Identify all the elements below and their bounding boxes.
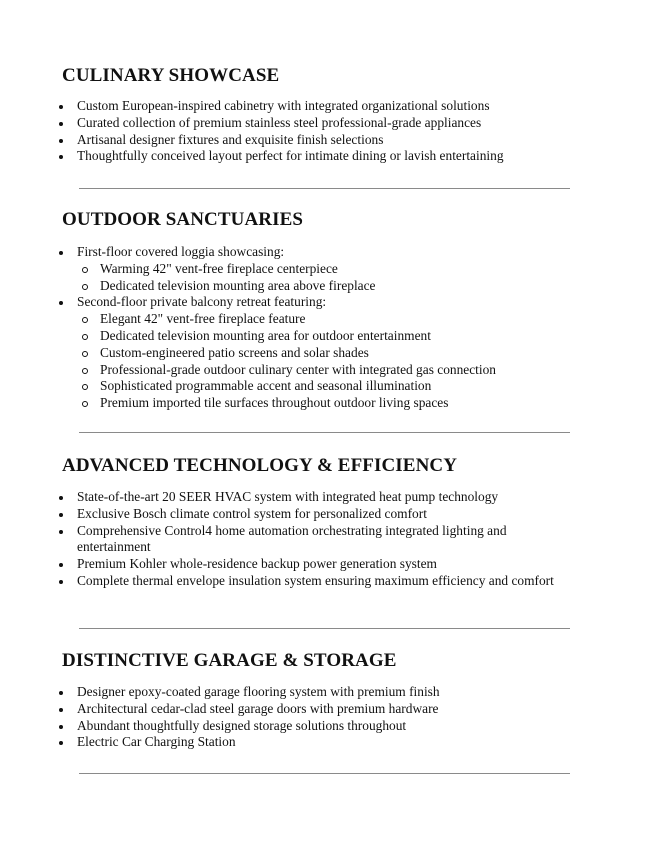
list-item: Architectural cedar-clad steel garage doors with premium hardware [62, 701, 582, 718]
list-item-label: Second-floor private balcony retreat featuring: [77, 294, 327, 310]
sub-list-item: Premium imported tile surfaces throughout outdoor living spaces [77, 395, 582, 412]
list-item: Exclusive Bosch climate control system for personalized comfort [62, 506, 582, 523]
section-culinary-showcase [62, 64, 582, 165]
section-outdoor-sanctuaries [62, 208, 582, 412]
list-item: Artisanal designer fixtures and exquisite finish selections [62, 132, 582, 149]
list-item: Premium Kohler whole-residence backup power generation system [62, 556, 582, 573]
list-item: Designer epoxy-coated garage flooring system with premium finish [62, 684, 582, 701]
section-heading: OUTDOOR SANCTUARIES [62, 209, 304, 230]
section-heading: DISTINCTIVE GARAGE & STORAGE [62, 650, 397, 671]
sub-list-item: Sophisticated programmable accent and seasonal illumination [77, 378, 582, 395]
list-item-label: First-floor covered loggia showcasing: [77, 244, 285, 259]
list-item [62, 294, 582, 412]
bullet-list [62, 684, 582, 751]
sub-list-item: Custom-engineered patio screens and solar shades [77, 345, 582, 362]
sub-list-item: Dedicated television mounting area above fireplace [77, 278, 582, 295]
list-item: Thoughtfully conceived layout perfect for intimate dining or lavish entertaining [62, 148, 582, 165]
section-garage-storage [62, 649, 582, 751]
list-item: Comprehensive Control4 home automation orchestrating integrated lighting and entertainment [62, 523, 582, 557]
list-item: Complete thermal envelope insulation system ensuring maximum efficiency and comfort [62, 573, 582, 590]
list-item: Curated collection of premium stainless steel professional-grade appliances [62, 115, 582, 132]
sub-bullet-list [77, 311, 582, 412]
sub-list-item: Dedicated television mounting area for outdoor entertainment [77, 328, 582, 345]
section-divider [79, 628, 570, 629]
section-heading: CULINARY SHOWCASE [62, 65, 280, 86]
bullet-list [62, 244, 582, 412]
sub-list-item: Warming 42" vent-free fireplace centerpiece [77, 261, 582, 278]
section-divider [79, 188, 570, 189]
sub-list-item: Professional-grade outdoor culinary center with integrated gas connection [77, 362, 582, 379]
list-item [62, 244, 582, 294]
bullet-list [62, 98, 582, 165]
list-item: Electric Car Charging Station [62, 734, 582, 751]
bullet-list [62, 489, 582, 590]
list-item: State-of-the-art 20 SEER HVAC system with integrated heat pump technology [62, 489, 582, 506]
section-divider [79, 773, 570, 774]
list-item: Custom European-inspired cabinetry with integrated organizational solutions [62, 98, 582, 115]
section-divider [79, 432, 570, 433]
sub-bullet-list [77, 261, 582, 295]
sub-list-item: Elegant 42" vent-free fireplace feature [77, 311, 582, 328]
section-advanced-technology [62, 454, 582, 590]
list-item: Abundant thoughtfully designed storage solutions throughout [62, 718, 582, 735]
section-heading: ADVANCED TECHNOLOGY & EFFICIENCY [62, 455, 458, 476]
